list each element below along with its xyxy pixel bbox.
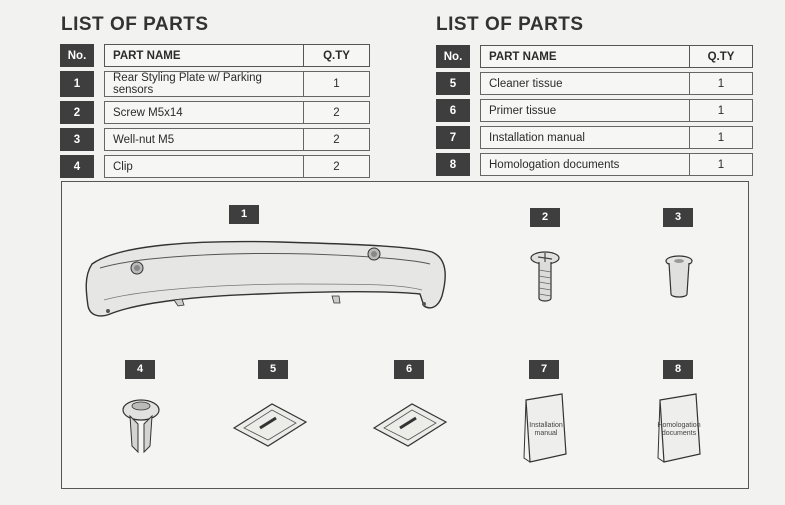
homologation-documents-cover-text: Homologation documents — [657, 422, 701, 437]
left-list-title: LIST OF PARTS — [61, 14, 209, 35]
table-header-row — [60, 44, 370, 67]
tag-6: 6 — [394, 360, 424, 379]
table-header-row — [436, 45, 753, 68]
row-number: 8 — [436, 153, 470, 176]
header-no: No. — [436, 45, 470, 68]
row-qty: 1 — [303, 71, 370, 97]
table-row — [60, 71, 370, 97]
row-part-name: Cleaner tissue — [480, 72, 689, 95]
row-part-name: Installation manual — [480, 126, 689, 149]
table-row — [60, 101, 370, 124]
table-row — [436, 72, 753, 95]
tag-1: 1 — [229, 205, 259, 224]
row-part-name: Screw M5x14 — [104, 101, 303, 124]
row-number: 3 — [60, 128, 94, 151]
row-qty: 1 — [689, 126, 753, 149]
row-number: 1 — [60, 71, 94, 97]
header-qty: Q.TY — [689, 45, 753, 68]
right-parts-table — [436, 41, 753, 180]
row-part-name: Well-nut M5 — [104, 128, 303, 151]
left-parts-table — [60, 40, 370, 182]
header-part-name: PART NAME — [480, 45, 689, 68]
table-row — [60, 155, 370, 178]
header-part-name: PART NAME — [104, 44, 303, 67]
tag-8: 8 — [663, 360, 693, 379]
row-qty: 1 — [689, 72, 753, 95]
right-list-title: LIST OF PARTS — [436, 14, 584, 35]
tag-5: 5 — [258, 360, 288, 379]
table-row — [436, 153, 753, 176]
tag-7: 7 — [529, 360, 559, 379]
row-qty: 2 — [303, 128, 370, 151]
clip-illustration — [116, 394, 166, 456]
cleaner-tissue-illustration — [230, 400, 310, 450]
styling-plate-illustration — [80, 234, 450, 324]
row-number: 5 — [436, 72, 470, 95]
row-part-name: Homologation documents — [480, 153, 689, 176]
row-qty: 2 — [303, 101, 370, 124]
row-qty: 1 — [689, 153, 753, 176]
row-number: 4 — [60, 155, 94, 178]
row-number: 2 — [60, 101, 94, 124]
installation-manual-cover-text: Installation manual — [529, 422, 563, 437]
table-row — [436, 126, 753, 149]
well-nut-illustration — [660, 252, 698, 302]
row-qty: 1 — [689, 99, 753, 122]
primer-tissue-illustration — [370, 400, 450, 450]
tag-4: 4 — [125, 360, 155, 379]
row-part-name: Primer tissue — [480, 99, 689, 122]
row-part-name: Clip — [104, 155, 303, 178]
screw-illustration — [525, 248, 565, 308]
row-number: 6 — [436, 99, 470, 122]
row-qty: 2 — [303, 155, 370, 178]
parts-illustration-panel — [61, 181, 749, 489]
row-part-name: Rear Styling Plate w/ Parking sensors — [104, 71, 303, 97]
table-row — [436, 99, 753, 122]
tag-2: 2 — [530, 208, 560, 227]
row-number: 7 — [436, 126, 470, 149]
header-no: No. — [60, 44, 94, 67]
header-qty: Q.TY — [303, 44, 370, 67]
table-row — [60, 128, 370, 151]
tag-3: 3 — [663, 208, 693, 227]
